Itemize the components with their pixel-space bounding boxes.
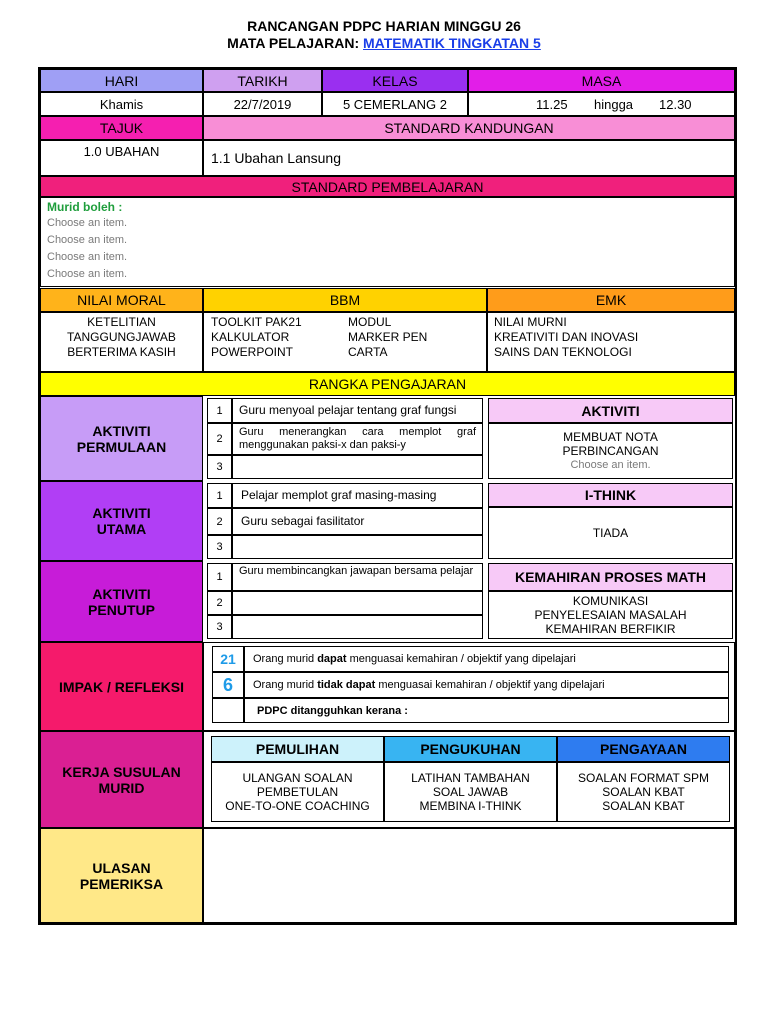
standard-pembelajaran-box: [40, 197, 735, 287]
tidak-text-post: menguasai kemahiran / objektif yang dipelajari: [375, 679, 605, 691]
impak-refleksi-label: IMPAK / REFLEKSI: [40, 642, 203, 731]
kemahiran-header: KEMAHIRAN PROSES MATH: [488, 563, 733, 591]
tarikh-value[interactable]: 22/7/2019: [203, 92, 322, 116]
kerja-susulan-label: [40, 731, 203, 828]
tajuk-value[interactable]: 1.0 UBAHAN: [40, 140, 203, 176]
masa-separator: hingga: [594, 97, 634, 112]
bbm-item: KALKULATOR: [211, 330, 290, 344]
standard-kandungan-header: STANDARD KANDUNGAN: [203, 116, 735, 140]
hari-value[interactable]: Khamis: [40, 92, 203, 116]
emk-list: [487, 312, 735, 372]
aktiviti-list: [488, 423, 733, 479]
pengukuhan-item: LATIHAN TAMBAHAN: [411, 771, 530, 785]
ulasan-label-line1: ULASAN: [92, 859, 151, 876]
permulaan-label-line2: PERMULAAN: [76, 438, 167, 455]
penutup-step-3[interactable]: [232, 615, 483, 639]
bbm-header: BBM: [203, 288, 487, 312]
dapat-text-post: menguasai kemahiran / objektif yang dipelajari: [346, 653, 576, 665]
ulasan-pemeriksa-field[interactable]: [203, 828, 735, 923]
murid-boleh-label: Murid boleh :: [47, 200, 123, 214]
standard-pembelajaran-header: STANDARD PEMBELAJARAN: [40, 176, 735, 197]
masa-start: 11.25: [536, 97, 568, 112]
step-number: 1: [207, 563, 232, 591]
kemahiran-item: KOMUNIKASI: [572, 594, 649, 608]
sp-item[interactable]: Choose an item.: [47, 234, 128, 246]
pdpc-ditangguhkan[interactable]: PDPC ditangguhkan kerana :: [244, 698, 729, 723]
ulasan-pemeriksa-label: [40, 828, 203, 923]
nilai-moral-list: [40, 312, 203, 372]
ithink-header: I-THINK: [488, 483, 733, 507]
aktiviti-item: PERBINCANGAN: [562, 444, 659, 458]
step-number: 3: [207, 615, 232, 639]
kemahiran-list: [488, 591, 733, 639]
pengayaan-item: SOALAN KBAT: [602, 785, 685, 799]
step-number: 3: [207, 455, 232, 479]
ithink-value: TIADA: [488, 507, 733, 559]
emk-item: KREATIVITI DAN INOVASI: [494, 330, 639, 344]
utama-step-1[interactable]: Pelajar memplot graf masing-masing: [232, 483, 483, 508]
document-title: RANCANGAN PDPC HARIAN MINGGU 26: [247, 18, 521, 34]
tajuk-header: TAJUK: [40, 116, 203, 140]
aktiviti-choose-item[interactable]: Choose an item.: [570, 459, 651, 471]
subject-prefix: MATA PELAJARAN:: [227, 35, 363, 51]
tidak-dapat-count[interactable]: 6: [212, 672, 244, 698]
utama-step-2[interactable]: Guru sebagai fasilitator: [232, 508, 483, 535]
permulaan-step-2[interactable]: Guru menerangkan cara memplot graf menggunakan paksi-x dan paksi-y: [232, 423, 483, 455]
step-number: 1: [207, 483, 232, 508]
ditangguh-blank: [212, 698, 244, 723]
rangka-pengajaran-header: RANGKA PENGAJARAN: [40, 372, 735, 396]
step-number: 1: [207, 398, 232, 423]
pemulihan-item: ONE-TO-ONE COACHING: [225, 799, 370, 813]
nilai-item: KETELITIAN: [87, 315, 156, 329]
hari-header: HARI: [40, 69, 203, 92]
pengukuhan-item: MEMBINA I-THINK: [419, 799, 522, 813]
pengayaan-item: SOALAN KBAT: [602, 799, 685, 813]
aktiviti-permulaan-label: [40, 396, 203, 481]
pengukuhan-list: [384, 762, 557, 822]
sp-item[interactable]: Choose an item.: [47, 251, 128, 263]
ulasan-label-line2: PEMERIKSA: [79, 875, 164, 892]
pemulihan-list: [211, 762, 384, 822]
tidak-dapat-statement: [244, 672, 729, 698]
kemahiran-item: KEMAHIRAN BERFIKIR: [545, 622, 676, 636]
penutup-step-2[interactable]: [232, 591, 483, 615]
aktiviti-penutup-label: [40, 561, 203, 642]
emk-item: NILAI MURNI: [494, 315, 567, 329]
tidak-text-pre: Orang murid: [253, 679, 318, 691]
bbm-item: POWERPOINT: [211, 345, 294, 359]
pemulihan-item: ULANGAN SOALAN: [242, 771, 353, 785]
susulan-label-line1: KERJA SUSULAN: [62, 763, 181, 780]
tarikh-header: TARIKH: [203, 69, 322, 92]
penutup-label-line1: AKTIVITI: [92, 585, 151, 602]
dapat-text-pre: Orang murid: [253, 653, 318, 665]
dapat-count[interactable]: 21: [212, 646, 244, 672]
aktiviti-header: AKTIVITI: [488, 398, 733, 423]
kelas-header: KELAS: [322, 69, 468, 92]
masa-header: MASA: [468, 69, 735, 92]
emk-header: EMK: [487, 288, 735, 312]
subject-link[interactable]: MATEMATIK TINGKATAN 5: [363, 35, 541, 51]
pemulihan-item: PEMBETULAN: [256, 785, 339, 799]
masa-value[interactable]: [468, 92, 735, 116]
tidak-text-bold: tidak dapat: [317, 679, 376, 691]
utama-step-3[interactable]: [232, 535, 483, 559]
step-number: 2: [207, 423, 232, 455]
nilai-item: BERTERIMA KASIH: [67, 345, 176, 359]
dapat-text-bold: dapat: [317, 653, 347, 665]
emk-item: SAINS DAN TEKNOLOGI: [494, 345, 632, 359]
pengayaan-item: SOALAN FORMAT SPM: [578, 771, 709, 785]
sp-item[interactable]: Choose an item.: [47, 268, 128, 280]
permulaan-label-line1: AKTIVITI: [92, 422, 151, 439]
bbm-item: TOOLKIT PAK21: [211, 315, 302, 329]
utama-label-line2: UTAMA: [96, 521, 147, 537]
step-number: 3: [207, 535, 232, 559]
penutup-label-line2: PENUTUP: [88, 601, 155, 618]
sp-item[interactable]: Choose an item.: [47, 217, 128, 229]
kemahiran-item: PENYELESAIAN MASALAH: [534, 608, 687, 622]
pengayaan-list: [557, 762, 730, 822]
aktiviti-utama-label: [40, 481, 203, 561]
pengukuhan-item: SOAL JAWAB: [432, 785, 509, 799]
bbm-item: CARTA: [348, 345, 388, 359]
pengukuhan-header: PENGUKUHAN: [384, 736, 557, 762]
standard-kandungan-value[interactable]: 1.1 Ubahan Lansung: [203, 140, 735, 176]
utama-label-line1: AKTIVITI: [92, 505, 151, 521]
pemulihan-header: PEMULIHAN: [211, 736, 384, 762]
step-number: 2: [207, 508, 232, 535]
permulaan-step-3[interactable]: [232, 455, 483, 479]
bbm-item: MODUL: [348, 315, 392, 329]
step-number: 2: [207, 591, 232, 615]
kelas-value[interactable]: 5 CEMERLANG 2: [322, 92, 468, 116]
dapat-statement: [244, 646, 729, 672]
masa-end: 12.30: [659, 97, 692, 112]
aktiviti-item: MEMBUAT NOTA: [563, 430, 658, 444]
susulan-label-line2: MURID: [98, 779, 145, 796]
subject-line: [0, 35, 768, 52]
penutup-step-1[interactable]: Guru membincangkan jawapan bersama pelajar: [232, 563, 483, 591]
pengayaan-header: PENGAYAAN: [557, 736, 730, 762]
permulaan-step-1[interactable]: Guru menyoal pelajar tentang graf fungsi: [232, 398, 483, 423]
nilai-moral-header: NILAI MORAL: [40, 288, 203, 312]
bbm-list: [203, 312, 487, 372]
nilai-item: TANGGUNGJAWAB: [67, 330, 176, 344]
bbm-item: MARKER PEN: [348, 330, 428, 344]
